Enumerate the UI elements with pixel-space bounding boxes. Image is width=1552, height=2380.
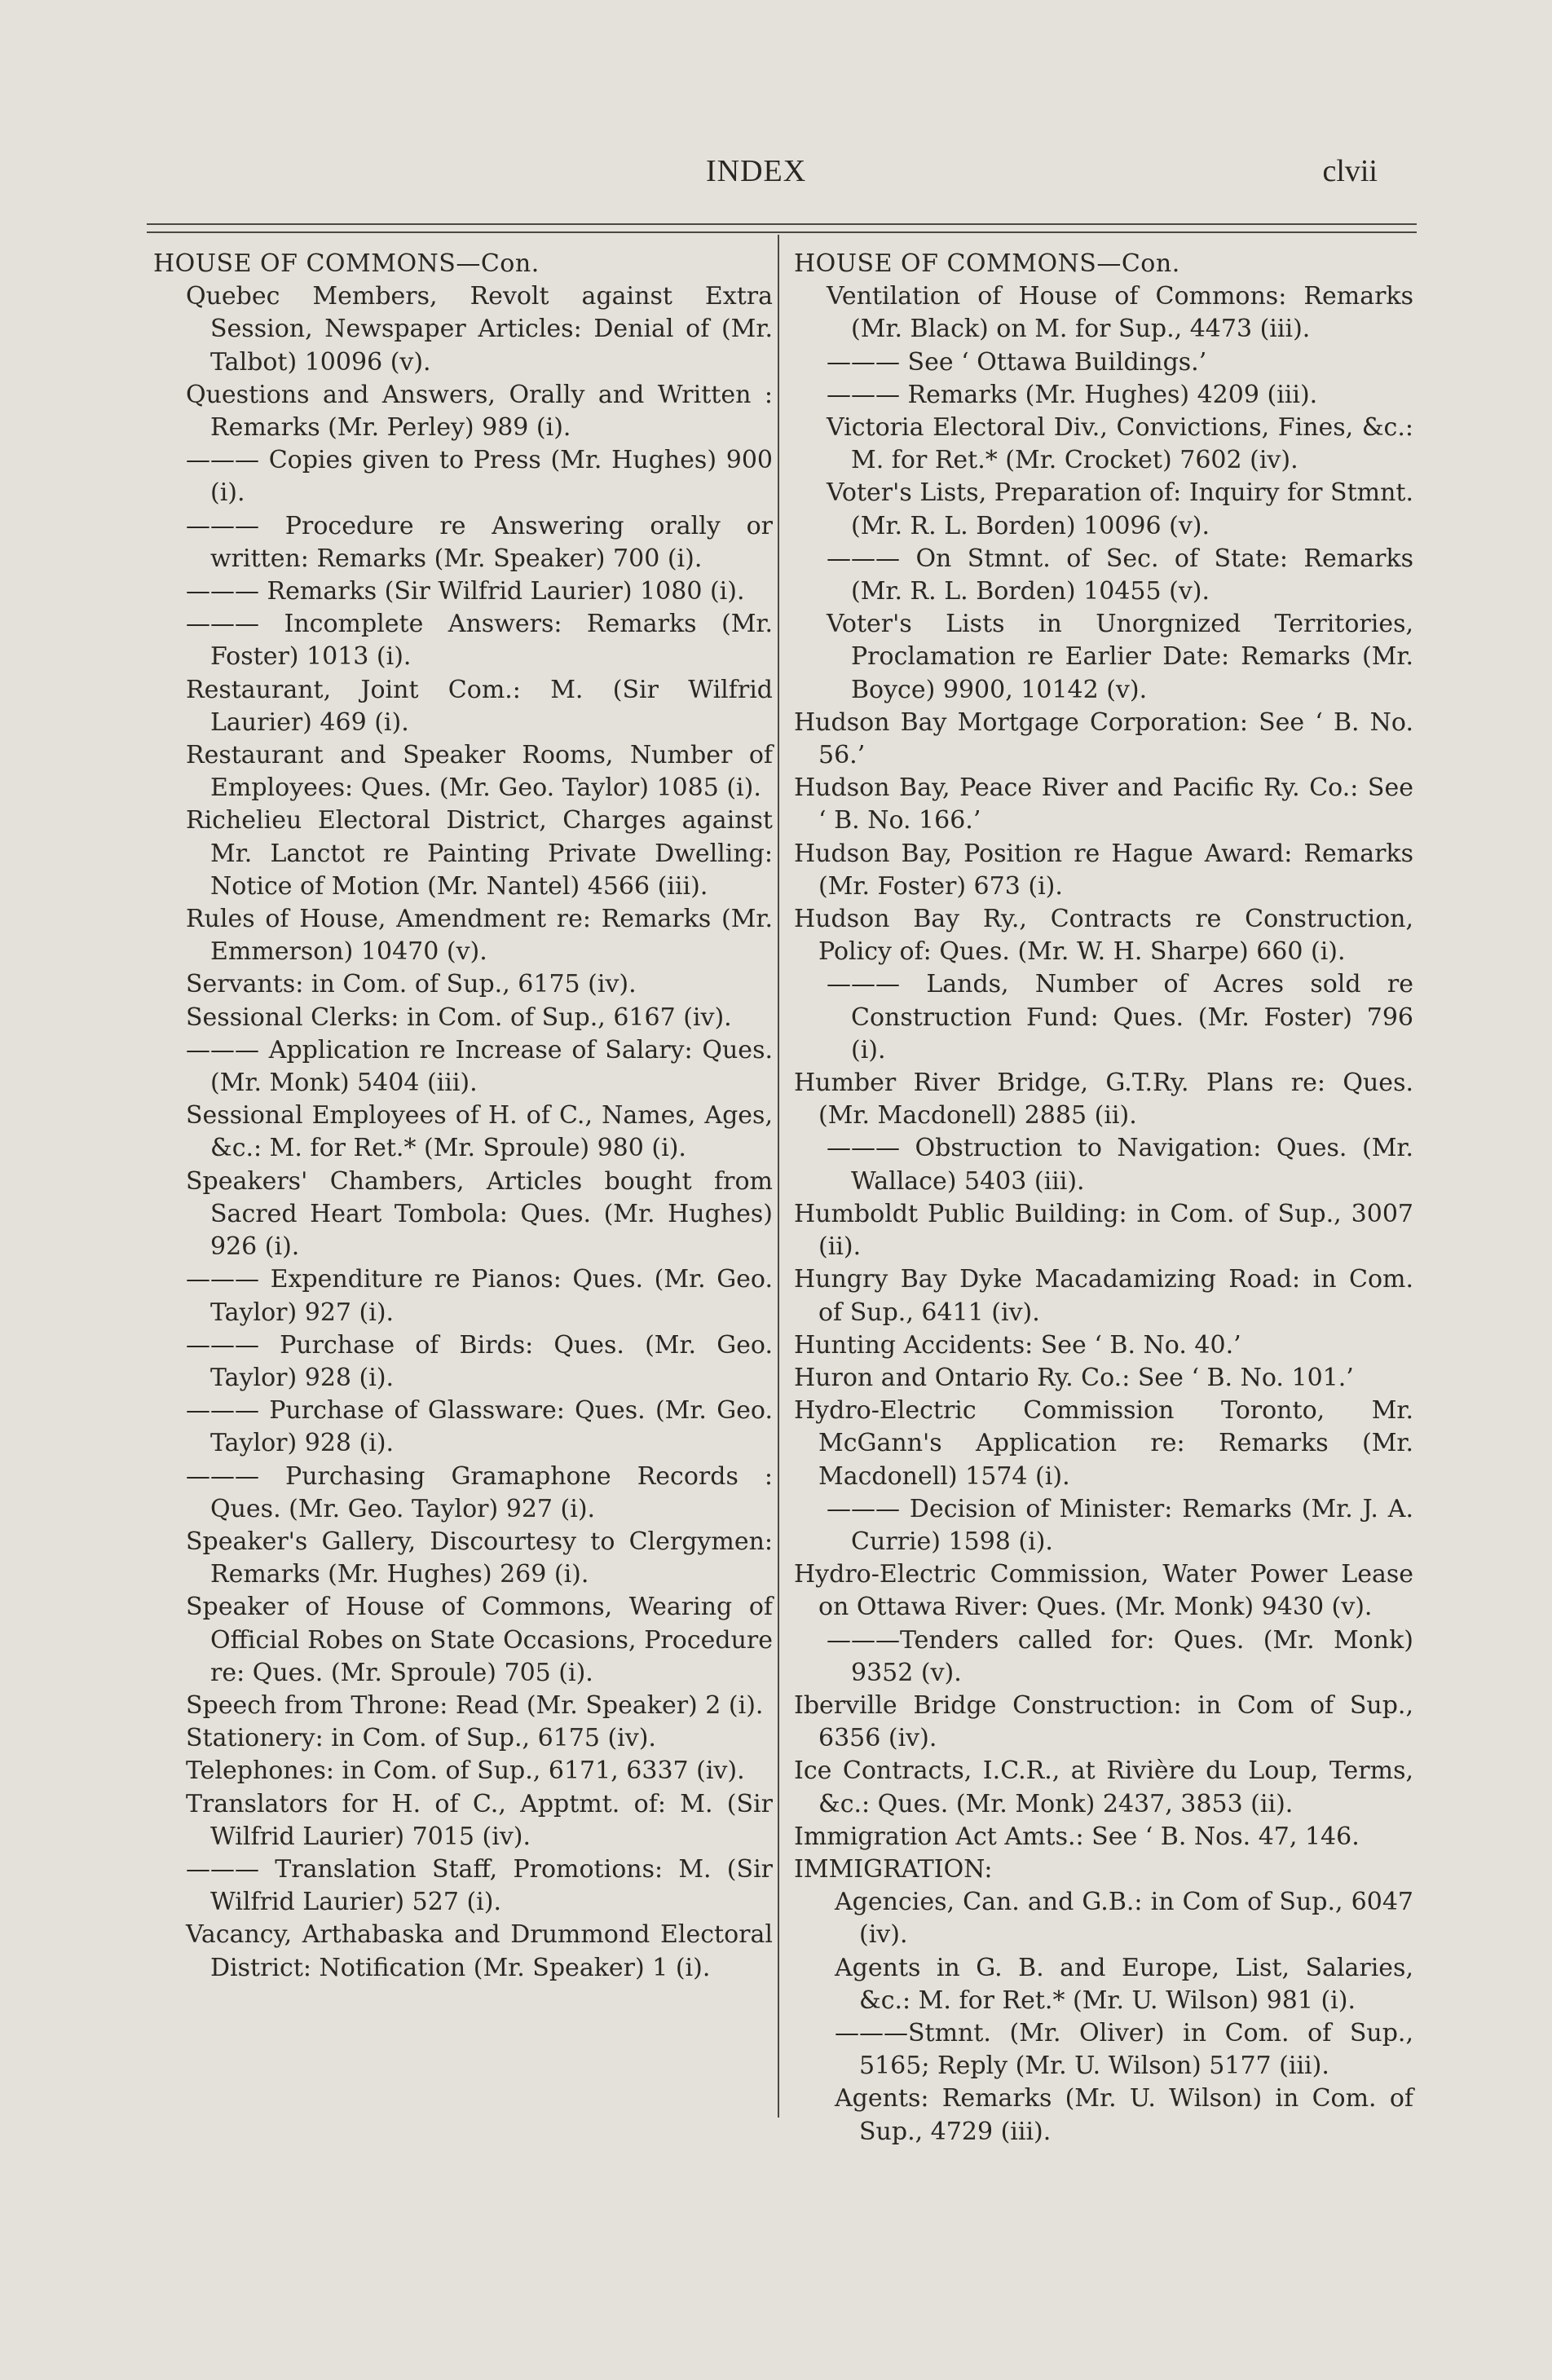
index-entry: ——— Remarks (Mr. Hughes) 4209 (iii). (827, 380, 1318, 409)
index-entry: ——— Incomplete Answers: Remarks (Mr. Foster) 1013 (i). (186, 610, 773, 672)
index-entry: Sessional Clerks: in Com. of Sup., 6167 (iv). (186, 1003, 732, 1032)
left-column (153, 248, 773, 1985)
index-entry: Agencies, Can. and G.B.: in Com of Sup., 6047 (iv). (835, 1888, 1413, 1950)
index-entry: ——— Procedure re Answering orally or written: Remarks (Mr. Speaker) 700 (i). (186, 511, 773, 573)
index-entry: ——— See ‘ Ottawa Buildings.’ (827, 347, 1207, 377)
index-entry: Speaker's Gallery, Discourtesy to Clergymen: Remarks (Mr. Hughes) 269 (i). (186, 1527, 773, 1589)
index-entry: ——— Purchase of Glassware: Ques. (Mr. Geo. Taylor) 928 (i). (186, 1396, 773, 1458)
index-entry: Humboldt Public Building: in Com. of Sup., 3007 (ii). (794, 1199, 1413, 1262)
index-entry: Speech from Throne: Read (Mr. Speaker) 2 (i). (186, 1690, 764, 1720)
index-entry: ———Tenders called for: Ques. (Mr. Monk) 9352 (v). (827, 1625, 1413, 1687)
index-entry: Sessional Employees of H. of C., Names, Ages, &c.: M. for Ret.* (Mr. Sproule) 980 (i). (186, 1101, 773, 1163)
index-entry: Richelieu Electoral District, Charges against Mr. Lanctot re Painting Private Dwelling: Notice of Motion (Mr. Nantel) 4566 (iii). (186, 806, 773, 901)
index-entry: Speaker of House of Commons, Wearing of Official Robes on State Occasions, Procedure re: Ques. (Mr. Sproule) 705 (i). (186, 1593, 773, 1687)
left-column-heading: HOUSE OF COMMONS—Con. (153, 249, 540, 278)
index-entry: ———Stmnt. (Mr. Oliver) in Com. of Sup., 5165; Reply (Mr. U. Wilson) 5177 (iii). (835, 2018, 1413, 2081)
index-entry: Questions and Answers, Orally and Written : Remarks (Mr. Perley) 989 (i). (186, 380, 773, 443)
index-entry: Servants: in Com. of Sup., 6175 (iv). (186, 970, 637, 999)
index-entry: Hunting Accidents: See ‘ B. No. 40.’ (794, 1330, 1241, 1360)
right-column-heading: HOUSE OF COMMONS—Con. (794, 249, 1180, 278)
index-entry: Hydro-Electric Commission, Water Power Lease on Ottawa River: Ques. (Mr. Monk) 9430 (v). (794, 1560, 1413, 1622)
index-entry: Hudson Bay Mortgage Corporation: See ‘ B. No. 56.’ (794, 707, 1413, 770)
index-entry: ——— Purchasing Gramaphone Records : Ques. (Mr. Geo. Taylor) 927 (i). (186, 1461, 773, 1523)
index-entry: Translators for H. of C., Apptmt. of: M. (Sir Wilfrid Laurier) 7015 (iv). (186, 1789, 773, 1851)
index-entry: Ice Contracts, I.C.R., at Rivière du Loup, Terms, &c.: Ques. (Mr. Monk) 2437, 3853 (ii). (794, 1756, 1413, 1818)
column-divider (778, 235, 779, 2118)
index-entry: ——— Lands, Number of Acres sold re Construction Fund: Ques. (Mr. Foster) 796 (i). (827, 970, 1413, 1064)
index-entry: Speakers' Chambers, Articles bought from Sacred Heart Tombola: Ques. (Mr. Hughes) 926 (i). (186, 1166, 773, 1262)
index-entry: ——— Remarks (Sir Wilfrid Laurier) 1080 (i). (186, 577, 745, 606)
header-rule-top (147, 223, 1417, 225)
index-entry: Agents in G. B. and Europe, List, Salaries, &c.: M. for Ret.* (Mr. U. Wilson) 981 (i). (835, 1953, 1413, 2015)
left-entry-list (153, 280, 773, 1985)
index-entry: Immigration Act Amts.: See ‘ B. Nos. 47, 146. (794, 1822, 1360, 1851)
index-entry: Rules of House, Amendment re: Remarks (Mr. Emmerson) 10470 (v). (186, 905, 773, 967)
index-entry: Telephones: in Com. of Sup., 6171, 6337 (iv). (186, 1756, 745, 1786)
index-entry: Huron and Ontario Ry. Co.: See ‘ B. No. 101.’ (794, 1363, 1354, 1392)
index-entry: Ventilation of House of Commons: Remarks (Mr. Black) on M. for Sup., 4473 (iii). (827, 282, 1413, 344)
index-entry: Voter's Lists in Unorgnized Territories, Proclamation re Earlier Date: Remarks (Mr. Boyce) 9900, 10142 (v). (827, 610, 1413, 704)
page-number: clvii (1322, 154, 1378, 188)
index-entry: Voter's Lists, Preparation of: Inquiry for Stmnt. (Mr. R. L. Borden) 10096 (v). (827, 478, 1413, 540)
index-entry: Victoria Electoral Div., Convictions, Fines, &c.: M. for Ret.* (Mr. Crocket) 7602 (iv). (827, 413, 1413, 475)
index-entry: Hungry Bay Dyke Macadamizing Road: in Com. of Sup., 6411 (iv). (794, 1265, 1413, 1327)
page-header (0, 153, 1552, 202)
index-entry: Restaurant and Speaker Rooms, Number of Employees: Ques. (Mr. Geo. Taylor) 1085 (i). (186, 741, 773, 803)
index-entry: Vacancy, Arthabaska and Drummond Electoral District: Notification (Mr. Speaker) 1 (i). (186, 1920, 773, 1982)
index-entry: Humber River Bridge, G.T.Ry. Plans re: Ques. (Mr. Macdonell) 2885 (ii). (794, 1069, 1413, 1130)
index-entry: ——— Obstruction to Navigation: Ques. (Mr. Wallace) 5403 (iii). (827, 1134, 1413, 1196)
index-entry: Hudson Bay, Position re Hague Award: Remarks (Mr. Foster) 673 (i). (794, 839, 1413, 901)
index-entry: ——— Translation Staff, Promotions: M. (Sir Wilfrid Laurier) 527 (i). (186, 1854, 773, 1917)
index-entry: Hudson Bay, Peace River and Pacific Ry. Co.: See ‘ B. No. 166.’ (794, 774, 1413, 835)
index-entry: ——— Copies given to Press (Mr. Hughes) 900 (i). (186, 446, 773, 508)
index-entry: Stationery: in Com. of Sup., 6175 (iv). (186, 1724, 656, 1753)
index-entry: Iberville Bridge Construction: in Com of Sup., 6356 (iv). (794, 1690, 1413, 1753)
index-entry: Agents: Remarks (Mr. U. Wilson) in Com. of Sup., 4729 (iii). (835, 2084, 1413, 2146)
header-rule-bottom (147, 231, 1417, 233)
index-entry: ——— Expenditure re Pianos: Ques. (Mr. Geo. Taylor) 927 (i). (186, 1265, 773, 1327)
index-entry: ——— Decision of Minister: Remarks (Mr. J. A. Currie) 1598 (i). (827, 1494, 1413, 1556)
index-entry: ——— Purchase of Birds: Ques. (Mr. Geo. Taylor) 928 (i). (186, 1330, 773, 1392)
right-entry-list (794, 280, 1413, 2149)
index-entry: ——— Application re Increase of Salary: Ques. (Mr. Monk) 5404 (iii). (186, 1035, 773, 1098)
index-entry: Hydro-Electric Commission Toronto, Mr. McGann's Application re: Remarks (Mr. Macdonell) 1574 (i). (794, 1396, 1413, 1491)
index-entry: ——— On Stmnt. of Sec. of State: Remarks (Mr. R. L. Borden) 10455 (v). (827, 544, 1413, 606)
index-entry: Hudson Bay Ry., Contracts re Construction, Policy of: Ques. (Mr. W. H. Sharpe) 660 (i). (794, 905, 1413, 967)
index-entry: Quebec Members, Revolt against Extra Session, Newspaper Articles: Denial of (Mr. Talbot) 10096 (v). (186, 282, 773, 377)
index-entry: Restaurant, Joint Com.: M. (Sir Wilfrid Laurier) 469 (i). (186, 675, 773, 737)
right-column (794, 248, 1413, 2149)
index-entry: IMMIGRATION: (794, 1854, 993, 1884)
running-title: INDEX (706, 154, 807, 188)
